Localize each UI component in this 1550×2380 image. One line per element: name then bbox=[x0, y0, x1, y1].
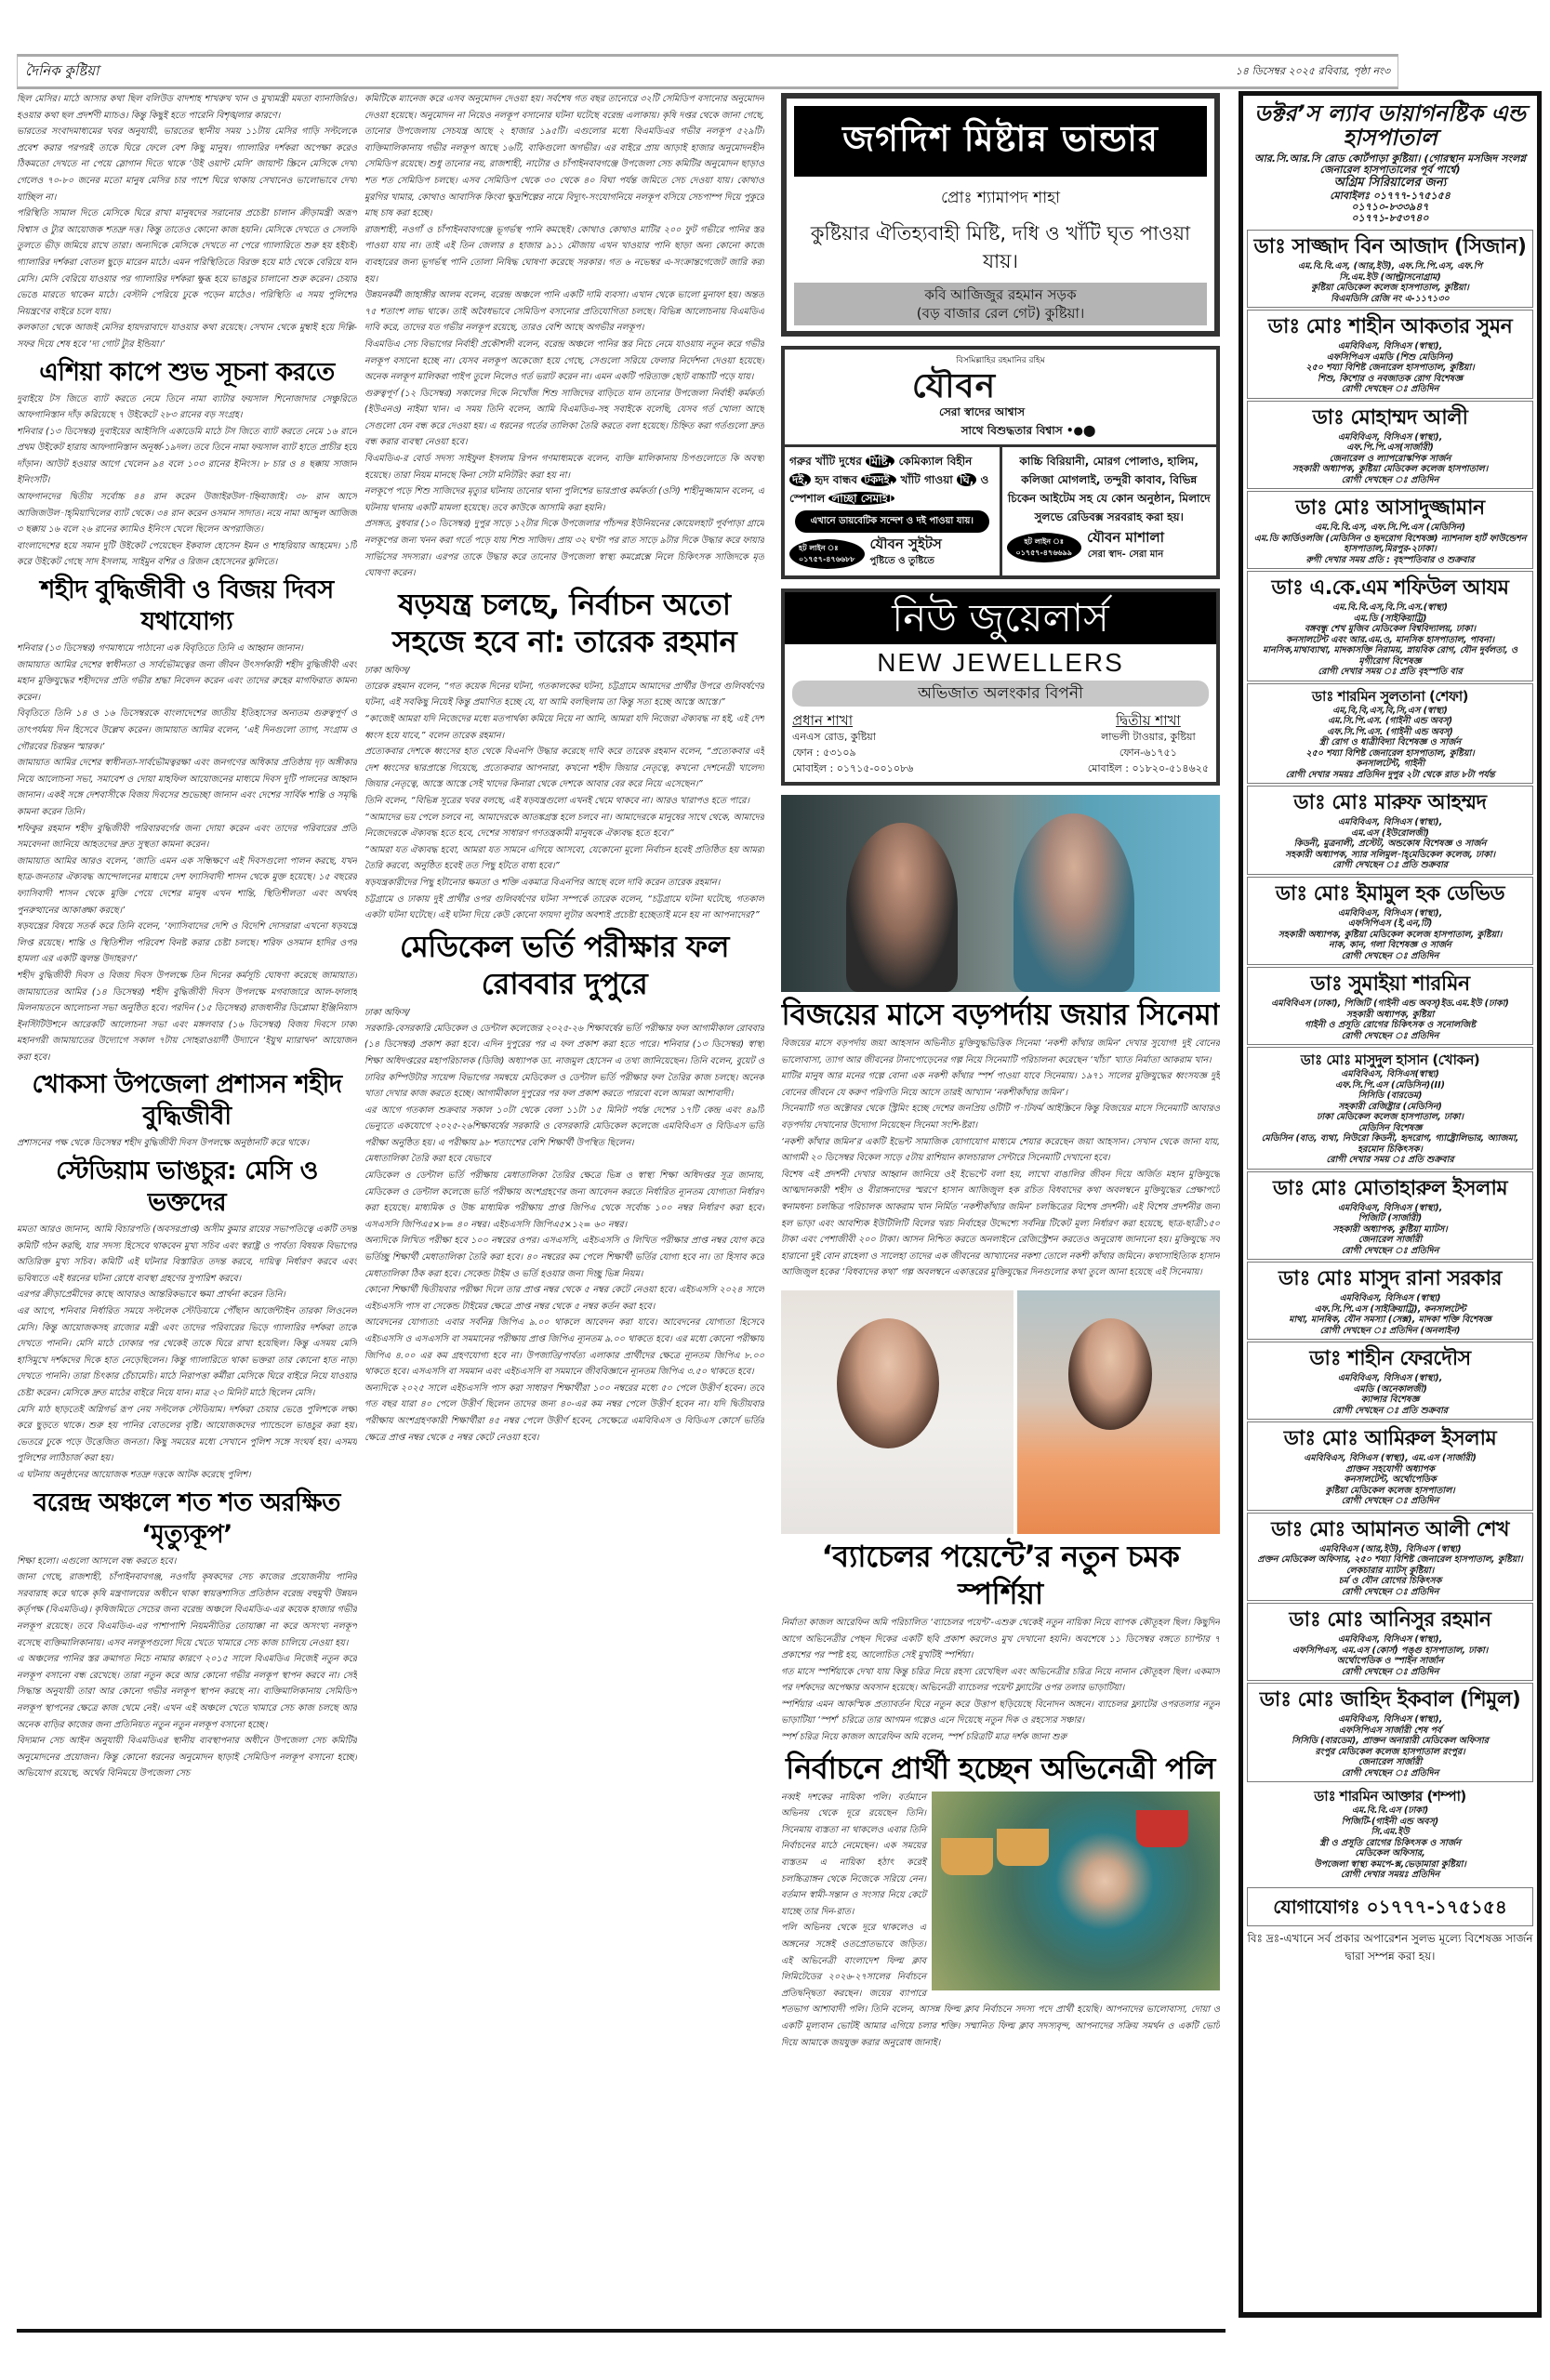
paragraph: সরকারি-বেসরকারি মেডিকেল ও ডেন্টাল কলেজের ২০২৫-২৬ শিক্ষাবর্ষের ভর্তি পরীক্ষার ফল আগামীকাল রোববার (১৪ ডিসেম্বর) প্রকাশ করা হবে। এদিন দুপুরের পর এ ফল প্রকাশ করা হতে পারে। শনিবার (১৩ ডিসেম্বর) স্বাস্থ্য শিক্ষা অধিদপ্তরের মহাপরিচালক (ডিজি) অধ্যাপক ডা. নাজমুল হোসেন এ তথ্য জানিয়েছেন। তিনি বলেন, বুয়েট ও ঢাবির কম্পিউটার সায়েন্স বিভাগের সমন্বয়ে মেডিকেল ও ডেন্টাল ভর্তি পরীক্ষার ফল তৈরির কাজ চলছে। অনেক খাতা দেখার কাজ করতে হচ্ছে। আগামীকাল দুপুরের পর ফল প্রকাশ করতে পারবো বলে আমরা আশাবাদী। bbox=[364, 1023, 764, 1100]
doctor-detail: এফ.পি.পি.এস(সার্জারী) bbox=[1346, 443, 1434, 453]
branch-phone: ফোন-৬১৭৫১ bbox=[1119, 747, 1177, 759]
ad-doctors-lab bbox=[1243, 96, 1537, 228]
paragraph: পরিস্থিতি সামাল দিতে মেসিকে ঘিরে রাখা মানুষদের সরানোর প্রচেষ্টা চালান ক্রীড়ামন্ত্রী অরূপ বিশ্বাস ও ট্যুর আয়োজক শতদ্রু দত্ত। কিন্তু তাতেও কোনো কাজ হয়নি। মেসিকে দেখতে ও সেলফি তুলতে ভীড় জমিয়ে রাখে তারা। অন্যদিকে মেসিকে দেখতে না পেরে গ্যালারিতে শুরু হয় হইচই। গ্যালারির দর্শকরা বোতল ছুড়ে মারেন মাঠে। এমন পরিস্থিতিতে বিরক্ত হয়ে মাঠ থেকে বেরিয়ে যান মেসি। মেসি বেরিয়ে যাওয়ার পর গ্যালারির দর্শকরা ক্ষুব্ধ হয়ে ভাঙচুর চালানো শুরু করেন। চেয়ার ভেঙে মারতে থাকেন মাঠে। বেস্টনি পেরিয়ে ঢুকে পড়েন মাঠেও। পরিস্থিতি এ সময় পুলিশের নিয়ন্ত্রণের বাইরে চলে যায়। bbox=[17, 208, 357, 317]
doctor-detail: প্রাক্তন সহযোগী অধ্যাপক bbox=[1345, 1463, 1435, 1474]
doctor-detail: ২৫০ শয্যা বিশিষ্ট জেনারেল হাসপাতাল, কুষ্টিয়া। bbox=[1305, 363, 1475, 373]
doctor-detail: রোগী দেখার সময় ঃ প্রতি শুক্রবার bbox=[1326, 1155, 1454, 1165]
doctor-name: ডাঃ মোঃ আমিরুল ইসলাম bbox=[1283, 1427, 1497, 1450]
doctor-card bbox=[1247, 877, 1533, 966]
ad-jouban bbox=[781, 346, 1220, 579]
doctor-detail: জেনারেল সার্জারী bbox=[1358, 1757, 1423, 1767]
doctor-name: ডাঃ মোঃ আসাদুজ্জামান bbox=[1295, 496, 1485, 520]
text: হৃদ বান্ধব bbox=[815, 473, 858, 486]
ad-title-bangla: নিউ জুয়েলার্স bbox=[785, 592, 1216, 644]
doctor-detail: রোগী দেখার সময়ঃ প্রতিদিন দুপুর ২টা থেকে রাত ৮টা পর্যন্ত bbox=[1285, 769, 1495, 780]
doctor-detail: রুগী দেখার সময় প্রতি : বৃহস্পতিবার ও শুক্রবার bbox=[1305, 554, 1475, 565]
product-pill: দই, bbox=[789, 473, 811, 486]
contact-number: যোগাযোগঃ ০১৭৭৭-১৭৫১৫৪ bbox=[1247, 1887, 1533, 1926]
doctor-name: ডাঃ মোঃ ইমামুল হক ডেভিড bbox=[1275, 881, 1505, 906]
operation-note: বিঃ দ্রঃ-এখানে সর্ব প্রকার অপারেশন সুলভ মূল্যে বিশেষজ্ঞ সার্জন দ্বারা সম্পন্ন করা হয়। bbox=[1247, 1931, 1533, 1963]
doctor-detail: কনসালটেন্ট, অর্থোপেডিক bbox=[1344, 1474, 1437, 1485]
page-header bbox=[17, 54, 1398, 89]
sub-brand: যৌবন সুইটস bbox=[869, 536, 942, 552]
column-3 bbox=[781, 91, 1220, 2360]
doctor-card bbox=[1247, 683, 1533, 785]
paragraph: ভারতের সংবাদমাধ্যমের খবর অনুযায়ী, ভারতের স্থানীয় সময় ১১টায় মেসির গাড়ি সল্টলেকে প্রবেশ করার পরপরই তাকে ঘিরে ফেলে বেশ কিছু মানুষ। গ্যালারির দর্শকরা অপেক্ষা করেও ঠিকমতো দেখতে না পেয়ে স্লোগান দিতে থাকে ‘উই ওয়ান্ট মেসি’ জায়ান্ট স্ক্রিনে মেসিকে দেখা গেলেও ৭০-৮০ জনের মতো মানুষ মেসির চার পাশে ঘিরে থাকায় সেখানেও ভালোভাবে দেখা যাচ্ছিল না। bbox=[17, 126, 357, 203]
article-medical-admission bbox=[364, 928, 764, 1446]
paragraph: মেসি মাঠ ছাড়তেই অগ্নিগর্ভ রূপ নেয় সল্টলেক স্টেডিয়াম। দর্শকরা চেয়ার ভেঙে পুলিশকে লক্ষ্য করে ছুড়তে থাকে। শুরু হয় পানির বোতলের বৃষ্টি। আয়োজকদের প্যান্ডেলে ভাঙচুর করা হয়। ভেতরে ঢুকে পড়ে উত্তেজিত জনতা। কিছু সময়ের মধ্যে সেখানে পুলিশ সঙ্গে সংঘর্ষ হয়। এসময় পুলিশের লাঠিচার্জ করা হয়। bbox=[17, 1404, 357, 1464]
headline: এশিয়া কাপে শুভ সূচনা করতে bbox=[39, 357, 335, 387]
article-jaya-cinema bbox=[781, 996, 1220, 1281]
hotline-number: ০১৭৫৭-৪৭৬৬৮৮ bbox=[799, 554, 855, 563]
newspaper-name: দৈনিক কুষ্টিয়া bbox=[25, 61, 99, 79]
doctor-detail: অর্থোপেডিক ও স্পাইন সার্জান bbox=[1336, 1656, 1444, 1666]
doctor-detail: নাক, কান, গলা বিশেষজ্ঞ ও সার্জন bbox=[1329, 940, 1451, 950]
doctor-card bbox=[1247, 1784, 1533, 1884]
doctor-detail: এফসিপিএস (ই,এন,টি) bbox=[1347, 919, 1433, 929]
paragraph: কোনো শিক্ষার্থী দ্বিতীয়বার পরীক্ষা দিলে তার প্রাপ্ত নম্বর থেকে ৫ নম্বর কেটে নেওয়া হবে। এইচএসসি ২০২৪ সালে এইচএসসি পাস বা সেকেন্ড টাইমের ক্ষেত্রে প্রাপ্ত নম্বর থেকে ৫ নম্বর কর্তন করা হবে। bbox=[364, 1285, 764, 1312]
doctor-detail: রোগী দেখছেন ঃ প্রতি শুক্রবার bbox=[1332, 1405, 1448, 1416]
doctor-detail: রোগী দেখছেন ঃ প্রতিদিন bbox=[1341, 1245, 1439, 1256]
doctor-card bbox=[1247, 1683, 1533, 1782]
messi-story-continuation bbox=[17, 91, 357, 353]
paragraph: প্রসঙ্গত, বুধবার (১০ ডিসেম্বর) দুপুর সাড়ে ১২টার দিকে উপজেলার পাঁচন্দর ইউনিয়নের কোয়েলহাট পূর্বপাড়া গ্রামে নলকূপের জন্য খনন করা গর্তে পড়ে যায় শিশু সাজিদ। প্রায় ৩২ ঘণ্টা পর রাত সাড়ে ৯টার দিকে উদ্ধার করে ফায়ার সার্ভিসের সদস্যরা। এরপর তাকে উদ্ধার করে তানোর উপজেলা স্বাস্থ্য কমপ্লেক্সে নিলে চিকিৎসক সাজিদকে মৃত ঘোষণা করেন। bbox=[364, 519, 764, 579]
doctor-detail: রোগী দেখছেন ঃ প্রতিদিন bbox=[1341, 1030, 1439, 1041]
paragraph: ষড়যন্ত্রকারীদের পিছু হটানোর ক্ষমতা ও শক্তি একমাত্র বিএনপির আছে বলে দাবি করেন তারেক রহমান। bbox=[364, 877, 721, 888]
lab-mobile: ০১৭৭১-৮৫৩৭৪০ bbox=[1351, 212, 1429, 224]
doctor-name: ডাঃ মোহাম্মদ আলী bbox=[1312, 405, 1468, 430]
doctor-detail: স্ত্রী রোগ ও ধাত্রীবিদ্যা বিশেষজ্ঞ ও সার্জন bbox=[1318, 737, 1462, 747]
doctor-detail: এমবিবিএস, বিসিএস (স্বাস্থ্য), bbox=[1337, 1373, 1443, 1383]
doctor-detail: স্ত্রী ও প্রসূতি রোগের চিকিৎসক ও সার্জন bbox=[1319, 1837, 1461, 1848]
doctor-detail: সহকারী অধ্যাপক, কুষ্টিয়া মেডিকেল কলেজ হাসপাতাল, কুষ্টিয়া। bbox=[1278, 929, 1503, 940]
doctor-detail: সি.এম.ইউ (আল্ট্রাসনোগ্রাম) bbox=[1339, 271, 1441, 283]
paragraph: মেডিকেল ও ডেন্টাল ভর্তি পরীক্ষায় মেধাতালিকা তৈরির ক্ষেত্রে ভিন্ন ও স্বাস্থ্য শিক্ষা অধিদপ্তর সূত্র জানায়, মেডিকেল ও ডেন্টাল কলেজে ভর্তি পরীক্ষায় অংশগ্রহণের জন্য আবেদন করতে নির্ধারিত ন্যূনতম যোগ্যতা নির্ধারণ করা হয়েছে। মাধ্যমিক ও উচ্চ মাধ্যমিক পরীক্ষায় প্রাপ্ত জিপিএ থেকে সর্বোচ্চ ১০০ নম্বর নির্ধারণ করা হবে। এসএসসি জিপিএ৫×৮= ৪০ নম্বর। এইচএসসি জিপিএ৫×১২= ৬০ নম্বর। bbox=[364, 1170, 764, 1230]
doctor-detail: এম.এস (ইউরোলজী) bbox=[1350, 827, 1430, 839]
paragraph: বিবৃতিতে তিনি ১৪ ও ১৬ ডিসেম্বরকে বাংলাদেশের জাতীয় ইতিহাসের অন্যতম গুরুত্বপূর্ণ ও তাৎপর্যময় দিন হিসেবে উল্লেখ করেন। জামায়াত আমির বলেন, ‘এই দিনগুলো ত্যাগ, সংগ্রাম ও গৌরবের চিরন্তন স্মারক।’ bbox=[17, 708, 357, 752]
paragraph: প্রশাসনের পক্ষ থেকে ডিসেম্বর শহীদ বুদ্ধিজীবী দিবস উপলক্ষে অনুষ্ঠানটি করে থাকে। bbox=[17, 1138, 310, 1149]
paragraph: ছিল মেসির। মাঠে আসার কথা ছিল বলিউড বাদশাহ শাখরুখ খান ও মুখ্যমন্ত্রী মমতা ব্যানার্জিরও। হওয়ার কথা ছল প্রদর্শণী ম্যাচও। কিন্তু কিছুই হতে পারেনি বিশৃঙ্খলার কারণে। bbox=[17, 94, 357, 121]
doctor-detail: রোগী দেখছেন ঃ প্রতিদিন (অনলাইন) bbox=[1319, 1325, 1461, 1336]
tagline-text: সাথে বিশুদ্ধতার বিশ্বাস bbox=[960, 424, 1063, 437]
diabetic-note: এখানে ডায়বেটিক সন্দেশ ও দই পাওয়া যায়। bbox=[795, 510, 989, 533]
paragraph: বাংলাদেশের হয়ে সমান দুটি উইকেট পেয়েছেন ইকবাল হোসেন ইমন ও শাহরিয়ার আহমেদ। ১টি করে উইকেট গেছে সাদ ইসলাম, সাইমুন বশির ও রিজন হোসেনের ঝুলিতে। bbox=[17, 540, 357, 568]
photo-jaya-ahsan-film-still bbox=[781, 795, 1220, 992]
lab-mobile: ০১৭১০-৮৩৩৯৪৭ bbox=[1351, 201, 1429, 213]
doctor-detail: উপজেলা স্বাস্থ্য কমপে-ক্স,ভেড়ামারা কুষ্টিয়া। bbox=[1314, 1858, 1466, 1870]
paragraph: শহীদ বুদ্ধিজীবী দিবস ও বিজয় দিবস উপলক্ষে তিন দিনের কর্মসূচি ঘোষণা করেছে জামায়াত। জামায়াতের আমির (১৪ ডিসেম্বর) শহীদ বুদ্ধিজীবী দিবস উপলক্ষে মগবাজারে আল-ফালাহ মিলনায়তনে আলোচনা সভা অনুষ্ঠিত হবে। পরদিন (১৫ ডিসেম্বর) রাজধানীর ডিপ্লোমা ইঞ্জিনিয়ার্স ইনস্টিটিউশনে আরেকটি আলোচনা সভা এবং মঙ্গলবার (১৬ ডিসেম্বর) বিজয় দিবসে ঢাকা মহানগরী জামায়াতের উদ্যোগে সকাল ৭টায় সোহরাওয়ার্দী উদ্যানে ‘ইয়ুথ ম্যারাথন’ আয়োজন করা হবে। bbox=[17, 970, 357, 1063]
doctor-detail: এমবিবিএস, বিসিএস (স্বাস্থ্য), bbox=[1337, 1634, 1443, 1645]
article-asia-cup bbox=[17, 357, 357, 572]
doctor-detail: সহকারী রেজিষ্ট্রার (মেডিসিন) bbox=[1338, 1101, 1442, 1112]
paragraph: রাজশাহী, নওগাঁ ও চাঁপাইনবাবগঞ্জে ভূগর্ভস্থ পানি কমছেই। কোথাও কোথাও মাটির ২০০ ফুট গভীরে পানির স্তর পাওয়া যায় না। তাই এই তিন জেলার ৪ হাজার ৯১১ মৌজায় এখন খাওয়ার পানি ছাড়া অন্য কোনো কাজে ব্যবহারের জন্য ভূগর্ভস্থ পানি তোলা নিষিদ্ধ ঘোষণা করেছে সরকার। গত ৬ নভেম্বর এ-সংক্রান্তগেজেট জারি করা হয়। bbox=[364, 224, 764, 284]
paragraph: বিএমডিএ সেচ বিভাগের নির্বাহী প্রকৌশলী বলেন, বরেন্দ্র অঞ্চলে পানির স্তর নিচে নেমে যাওয়ায় নতুন করে গভীর নলকূপ বসানো হচ্ছে না। যেসব নলকূপ অকেজো হয়ে গেছে, সেগুলো সরিয়ে ফেলার নির্দেশনা দেওয়া হয়েছে। অনেক নলকূপ মালিকরা পাইপ তুলে নিলেও গর্ত ভরাট করেন না। এমন একটি পরিত্যক্ত ছোট বাচ্চাটি পড়ে যায়। bbox=[364, 338, 764, 383]
doctor-detail: পিজিটি (সার্জারী) bbox=[1358, 1213, 1423, 1223]
photo-right bbox=[1017, 1290, 1220, 1534]
paragraph: সিনেমাটি গত অক্টোবর থেকে স্ট্রিমিং হচ্ছে দেশের জনপ্রিয় ওটিটি প-াটফর্ম আইস্ক্রিনে কিন্তু বিজয়ের মাসে সিনেমাটি আবারও বড়পর্দায় দেখানোর উদ্যোগ নিয়েছেন সিনেমা সংশি-ষ্টরা। bbox=[781, 1104, 1220, 1130]
doctor-card bbox=[1247, 1513, 1533, 1602]
doctor-detail: শিশু, কিশোর ও নবজাতক রোগ বিশেষজ্ঞ bbox=[1317, 373, 1464, 384]
paragraph: “আমাদের ভয় পেলে চলবে না, আমাদেরকে আতঙ্কগ্রস্ত হলে চলবে না। আমাদেরকে মানুষের সাথে থেকে, আমাদের নিজেদেরকে ঐক্যবদ্ধ হতে হবে, দেশের সাধারণ গণতন্ত্রকামী মানুষকে ঐক্যবদ্ধ হতে হবে।” bbox=[364, 812, 764, 840]
hotline-badge bbox=[789, 539, 865, 569]
doctor-detail: কুষ্টিয়া মেডিকেল কলেজ হাসপাতাল, কুষ্টিয়া। bbox=[1311, 283, 1469, 293]
byline: ঢাকা অফিস/ bbox=[364, 665, 410, 676]
paragraph: বিদ্যমান সেচ আইন অনুযায়ী বিএমডিএর স্থানীয় ব্যবস্থাপনার অধীনে উপজেলা সেচ কমিটির অনুমোদনের প্রয়োজন। কিন্তু কোনো ধরনের অনুমোদন ছাড়াই সেমিডিপ নলকূপ বসানো হচ্ছে। অভিযোগ রয়েছে, অর্থের বিনিময়ে উপজেলা সেচ bbox=[17, 1736, 357, 1779]
hotline-number: ০১৭৫৭-৪৭৬৬৯৯ bbox=[1015, 548, 1072, 557]
doctor-detail: এম.বি.বি.এস, (আর,ইউ), এফ.সি.পি.এস, এফ.পি bbox=[1297, 261, 1483, 271]
lab-name: ডক্টর’স ল্যাব ডায়াগনষ্টিক এন্ড হাসপাতাল bbox=[1254, 100, 1526, 151]
doctor-name: ডাঃ শারমিন সুলতানা (শেফা) bbox=[1311, 687, 1469, 705]
doctor-detail: এমবিবিএস, বিসিএস (স্বাস্থ্য), bbox=[1337, 907, 1443, 919]
paragraph: চট্টগ্রামে ও ঢাকায় দুই প্রার্থীর ওপর গুলিবর্ষণের ঘটনা সম্পর্কে তারেক বলেন, “চট্টগ্রামে ঘটনা ঘটেছে, গতকাল একটা ঘটনা ঘটেছে। এই ঘটনা দিয়ে কেউ কোনো ফায়দা লুটার অবশ্যই প্রচেষ্টা হচ্ছেতাই মনে হয় না আপনাদের?” bbox=[364, 893, 764, 921]
paragraph: ষড়যন্ত্রের বিষয়ে সতর্ক করে তিনি বলেন, ‘ফ্যাসিবাদের দেশি ও বিদেশি দোসরারা এখনো ষড়যন্ত্রে লিপ্ত রয়েছে। শান্তি ও স্থিতিশীল পরিবেশ বিনষ্ট করার চেষ্টা চলছে। শরিফ ওসমান হাদির ওপর হামলা এর একটি জ্বলন্ত উদাহরণ।’ bbox=[17, 921, 357, 965]
address-line: কবি আজিজুর রহমান সড়ক bbox=[924, 286, 1077, 303]
paragraph: জামায়াত আমির আরও বলেন, ‘জাতি এমন এক সন্ধিক্ষণে এই দিবসগুলো পালন করছে, যখন ছাত্র-জনতার ঐক্যবদ্ধ আন্দোলনের মাধ্যমে দেশ ফ্যাসিবাদী শাসন থেকে মুক্ত হয়েছে। ১৫ বছরের ফ্যাসিবাদী শাসন থেকে মুক্তি পেয়ে দেশের মানুষ এখন শান্তি, স্থিতিশীলতা এবং অর্থবহ পুনরুত্থানের আকাঙ্ক্ষা করছে।’ bbox=[17, 855, 357, 916]
headline: বরেন্দ্র অঞ্চলে শত শত অরক্ষিত ‘মৃত্যুকূপ’ bbox=[33, 1488, 340, 1549]
paragraph: শনিবার (১৩ ডিসেম্বর) গণমাধ্যমে পাঠানো এক বিবৃতিতে তিনি এ আহ্বান জানান। bbox=[17, 643, 303, 654]
paragraph: এরপর ক্রীড়াপ্রেমীদের কাছে আবারও আন্তরিকভাবে ক্ষমা প্রার্থনা করেন তিনি। bbox=[17, 1289, 285, 1301]
doctor-detail: এমবিবিএস, বিসিএস (স্বাস্থ্য), এম.এস (সার্জারী) bbox=[1304, 1453, 1477, 1463]
doctor-detail: মাথা, মানষিক, যৌন সমস্যা (সেক্স), মাদকা শক্তি বিশেষজ্ঞ bbox=[1289, 1315, 1491, 1325]
doctor-card bbox=[1247, 1171, 1533, 1261]
doctor-detail: মানসিক,মাথাব্যাথা, মাদকাসক্তি নিরাময়, স্নায়বিক রোগ, যৌন দুর্বলতা, ও মৃগীরোগ বিশেষজ্ঞ bbox=[1262, 645, 1518, 667]
doctor-card bbox=[1247, 1421, 1533, 1511]
doctor-detail: এম.বি.বি.এস (ঢাকা) bbox=[1351, 1805, 1429, 1816]
headline: মেডিকেল ভর্তি পরীক্ষার ফল রোববার দুপুরে bbox=[400, 928, 729, 1001]
paragraph: বিএমডিএ-র বোর্ড সদস্য সাইফুল ইসলাম রিপন গণমাধ্যমকে বলেন, ব্যক্তি মালিকানায় চিপগুলোতে কি অবস্থা হয়েছে। তারা নিয়ম মানছে কিনা সেটা মনিটরিং করা হয় না। bbox=[364, 454, 764, 481]
article-martyrs-day bbox=[17, 575, 357, 1065]
branch-heading: প্রধান শাখা bbox=[792, 712, 854, 729]
paragraph: জামায়াত আমির দেশের স্বাধীনতা ও সার্বভৌমত্বের জন্য জীবন উৎসর্গকারী শহীদ বুদ্ধিজীবী এবং মহান মুক্তিযুদ্ধের শহীদদের প্রতি গভীর শ্রদ্ধা নিবেদন করেন এবং তাদের রুহের মাগফিরাত কামনা করেন। bbox=[17, 659, 357, 703]
headline: ‘ব্যাচেলর পয়েন্টে’র নতুন চমক স্পর্শিয়া bbox=[821, 1538, 1180, 1611]
doctor-detail: এমবিবিএস (ঢাকা), পিজিটি (গাইনী এন্ড অবস্)ইড.এম.ইউ (ঢাকা) bbox=[1271, 998, 1509, 1009]
address-line: (বড় বাজার রেল গেট) কুষ্টিয়া। bbox=[916, 305, 1085, 322]
doctor-detail: এমবিবিএস, বিসিএস (স্বাস্থ্য) bbox=[1339, 1293, 1441, 1303]
paragraph: জানা গেছে, রাজশাহী, চাঁপাইনবাবগঞ্জ, নওগাঁয় কৃষকদের সেচ কাজের প্রয়োজনীয় পানির সরবারাহ করে থাকে কৃষি মন্ত্রণালয়ের অধীনে থাকা স্বায়ত্তশাসিত প্রতিষ্ঠান বরেন্দ্র বহুমুখী উন্নয়ন কর্তৃপক্ষ (বিএমডিএ)। কৃষিজমিতে সেচের জন্য বরেন্দ্র অঞ্চলে বিএমডিএ-এর কয়েক হাজার গভীর নলকূপ রয়েছে। তবে বিএমডিএ-এর পাশাপাশি নিয়মনীতির তোয়াক্কা না করে অসংখ্য নলকূপ বসেছে ব্যক্তিমালিকানায়। এসব নলকূপগুলো দিয়ে খেতে খামারে সেচ কাজ চালিয়ে নেওয়া হয়। bbox=[17, 1572, 357, 1648]
product-pill: টকদই, bbox=[861, 473, 896, 486]
doctor-card bbox=[1247, 310, 1533, 399]
doctor-detail: পিজিটি-(গাইনী এন্ড অবস্) bbox=[1341, 1816, 1439, 1827]
bottom-rule bbox=[17, 2329, 1225, 2333]
text: কেমিক্যাল বিহীন bbox=[898, 455, 973, 468]
photo-poli bbox=[932, 1792, 1220, 1990]
paragraph: তারেক রহমান বলেন, “গত কয়েক দিনের ঘটনা, গতকালকের ঘটনা, চট্টগ্রামে আমাদের প্রার্থীর উপরে গুলিবর্ষণের ঘটনা, এই সবকিছু নিয়েই কিন্তু প্রমাণিত হচ্ছে যে, যা আমি বলছিলাম তা কিন্তু সত্য হচ্ছে আস্তে আস্তে।” bbox=[364, 681, 764, 708]
doctor-detail: মেডিসিন বিশেষজ্ঞ bbox=[1358, 1122, 1423, 1133]
doctor-detail: চর্ম ও যৌন রোগের চিকিৎসক bbox=[1338, 1576, 1442, 1586]
doctor-detail: এমবিবিএস, বিসিএস (স্বাস্থ্য), bbox=[1337, 341, 1443, 351]
doctor-name: ডাঃ মোঃ মাসুদুল হাসান (খোকন) bbox=[1300, 1051, 1480, 1068]
paragraph: এ ঘটনায় অনুষ্ঠানের আয়োজক শতদ্রু দত্তকে আটক করেছে পুলিশ। bbox=[17, 1469, 251, 1480]
doctor-card bbox=[1247, 1047, 1533, 1170]
doctor-card bbox=[1247, 230, 1533, 308]
headline: নির্বাচনে প্রার্থী হচ্ছেন অভিনেত্রী পলি bbox=[786, 1750, 1215, 1786]
doctor-detail: এফসিপিএস এমডি (শিশু মেডিসিন) bbox=[1326, 351, 1454, 363]
doctor-detail: এমবিবিএস, বিসিএস (স্বাস্থ্য), bbox=[1337, 1714, 1443, 1725]
paragraph: এ অঞ্চলের পানির স্তর ক্রমাগত নিচে নামার কারণে ২০১৫ সালে বিএমডিএ নিজেই নতুন করে নলকূপ বসানো বন্ধ রেখেছে। তারা নতুন করে আর কোনো গভীর নলকূপ স্থাপন করবে না। সেই সিদ্ধান্ত অনুযায়ী তারা আর কোনো গভীর নলকূপ স্থাপন করছে না। ব্যক্তিমালিকানায় সেমিডিপ নলকূপ স্থাপনের ক্ষেত্রে কাজ থেমে নেই। এখন এই অঞ্চলে খেতে খামারে সেচ কাজ চলছে আর অনেক বাড়ির কাজের জন্য প্রতিনিয়ত নতুন নতুন নলকূপ বসানো হচ্ছে। bbox=[17, 1654, 357, 1730]
slogan: কুষ্টিয়ার ঐতিহ্যবাহী মিষ্টি, দধি ও খাঁটি ঘৃত পাওয়া যায়। bbox=[810, 222, 1191, 272]
sub-tagline: পুষ্টিতে ও তুষ্টিতে bbox=[869, 556, 934, 566]
doctor-detail: কনসালটেন্ট, গাইনী bbox=[1355, 759, 1425, 769]
branch-mobile: মোবাইল : ০১৮২০-৫১৪৬২৫ bbox=[1087, 762, 1209, 774]
doctor-name: ডাঃ শাহীন ফেরদৌস bbox=[1309, 1347, 1471, 1370]
text: গরুর খাঁটি দুধের bbox=[789, 455, 862, 468]
product-pill: মিষ্টি, bbox=[866, 455, 894, 468]
tagline: সেরা স্বাদের আশ্বাস bbox=[939, 405, 1025, 418]
paragraph: এর আগে গতকাল শুক্রবার সকাল ১০টা থেকে বেলা ১১টা ১৫ মিনিট পর্যন্ত দেশের ১৭টি কেন্দ্র এবং ৪৯টি ভেন্যুতে একযোগে ২০২৫-২৬শিক্ষাবর্ষের সরকারি ও বেসরকারি মেডিকেল কলেজে এমবিবিএস ও বিডিএস ভর্তি পরীক্ষা অনুষ্ঠিত হয়। এ পরীক্ষায় ৯৮ শতাংশের বেশি শিক্ষার্থী উপস্থিত ছিলেন। bbox=[364, 1104, 764, 1148]
proprietor: প্রোঃ শ্যামাপদ শাহা bbox=[941, 189, 1060, 207]
doctor-detail: এম,বি,বি,এস,বি,সি,এস (স্বাস্থ্য) bbox=[1332, 705, 1448, 716]
doctor-detail: রোগী দেখছেন ঃ প্রতি শুক্রবার bbox=[1332, 860, 1448, 870]
paragraph: বিজয়ের মাসে বড়পর্দায় জয়া আহসান অভিনীত মুক্তিযুদ্ধভিত্তিক সিনেমা ‘নকশী কাঁথার জমিন’ দেখার সুযোগ! দুই বোনের ভালোবাসা, ত্যাগ আর জীবনের টানাপোড়েনের গল্প নিয়ে সিনেমাটি পরিচালনা করেছেন ‘খাঁচা’ খ্যাত নির্মাতা আকরাম খান। bbox=[781, 1038, 1220, 1065]
paragraph: মেধাতালিকা তৈরি করা হবে যেভাবে bbox=[364, 1154, 491, 1165]
jouban-mashala-panel bbox=[1002, 447, 1217, 575]
doctor-detail: প্রক্তন মেডিকেল অফিসার, ২৫০ শয্যা বিশিষ্ট জেনারেল হাসপাতাল, কুষ্টিয়া। লেকচারার ম্যাটস্ কুষ্টিয়া। bbox=[1257, 1554, 1523, 1576]
paragraph: স্পর্শিয়ার এমন আকস্মিক প্রত্যাবর্তন ঘিরে নতুন করে উত্তাপ ছড়িয়েছে বিনোদন অঙ্গনে। ব্যাচেলর ফ্ল্যাটের ওপরতলার নতুন ভাড়াটিয়া ‘স্পর্শ’ চরিত্রে তার আগমন গল্পেও এনে দিয়েছে নতুন দিক ও রহস্যের সঞ্চার। bbox=[781, 1699, 1220, 1726]
doctor-name: ডাঃ মোঃ জাহিদ ইকবাল (শিমুল) bbox=[1259, 1688, 1521, 1712]
doctor-detail: এম.ডি (সাইকিয়াট্রি) bbox=[1353, 613, 1427, 624]
doctor-name: ডাঃ সুমাইয়া শারমিন bbox=[1310, 972, 1470, 996]
product-pill: লাচ্ছা সেমাই। bbox=[828, 492, 894, 505]
doctor-detail: রংপুর মেডিকেল কলেজ হাসপাতাল রংপুর। bbox=[1315, 1746, 1465, 1757]
doctor-detail: সহকারী অধ্যাপক, কুষ্টিয়া মেডিকেল কলেজ হাসপাতাল। bbox=[1292, 464, 1489, 474]
doctor-name: ডাঃ মোঃ মারুফ আহম্মদ bbox=[1293, 791, 1487, 814]
doctor-detail: এমবিবিএস, বিসিএস (স্বাস্থ্য), bbox=[1337, 1202, 1443, 1213]
headline: বিজয়ের মাসে বড়পর্দায় জয়ার সিনেমা bbox=[781, 997, 1220, 1032]
doctor-detail: সিসিডি (বারডেম) bbox=[1358, 1091, 1423, 1101]
doctor-card bbox=[1247, 786, 1533, 875]
tagline bbox=[841, 423, 1216, 442]
doctor-card bbox=[1247, 571, 1533, 681]
doctor-detail: এম.বি.বি.এস,বি.সি.এস.(স্বাস্থ্য) bbox=[1331, 602, 1449, 613]
doctor-card bbox=[1247, 1262, 1533, 1340]
paragraph: আবেদনের যোগ্যতা: এবার সর্বনিম্ন জিপিএ ৯.০০ থাকলে আবেদন করা যাবে। আবেদনের যোগ্যতা হিসেবে এইচএসসি ও এসএসসি বা সমমানের পরীক্ষায় প্রাপ্ত জিপিএ ন্যূনতম ৯.০০ থাকতে হবে। এর মধ্যে কোনো পরীক্ষায় জিপিএ ৪.০০ এর কম গ্রহণযোগ্য হবে না। উপজাতি/পার্বত্য এলাকার প্রার্থীদের ক্ষেত্রে ন্যূনতম জিপিএ ৮.০০ থাকতে হবে। এসএসসি বা সমমান এবং এইচএসসি বা সমমানে জীববিজ্ঞানে ন্যূনতম জিপিএ ৩.৫০ থাকতে হবে। bbox=[364, 1317, 764, 1378]
doctor-detail: জেনারেল সার্জারী bbox=[1358, 1235, 1423, 1245]
doctor-detail: কনসালটেন্ট এবং আর.এম.ও, মানসিক হাসপাতাল, পাবনা। bbox=[1285, 634, 1495, 645]
doctor-detail: রোগী দেখছেন ঃ প্রতিদিন bbox=[1341, 950, 1439, 961]
paragraph: “আমরা যত ঐক্যবদ্ধ হবো, আমরা যত সামনে এগিয়ে আসবো, যেকোনো মূল্যে নির্বাচন হবেই প্রতিষ্ঠিত হয় আমরা তৈরি করবো, অনুষ্ঠিত হবেই তত পিছু হটতে বাধ্য হবে।” bbox=[364, 844, 764, 872]
doctor-detail: ক্যান্সার বিশেষজ্ঞ bbox=[1360, 1395, 1420, 1405]
paragraph: অন্যদিকে লিখিত পরীক্ষা হবে ১০০ নম্বরের ওপর। এসএসসি, এইচএসসি ও লিখিত পরীক্ষার প্রাপ্ত নম্বর যোগ করে ভর্তিচ্ছু শিক্ষার্থী মেধাতালিকা তৈরি করা হবে। ৪০ নম্বরের কম পেলে শিক্ষার্থী ভর্তির যোগ্য হবে না। তা হিসাব করে মেধাতালিকা ঠিক করা হবে। সেকেন্ড টাইম ও ভর্তি হওয়ার জন্য দিচ্ছু ভিন্ন নিয়ম। bbox=[364, 1236, 764, 1279]
ad-jagadish-sweets bbox=[781, 93, 1220, 337]
doctor-detail: এফসিপিএস, এম.এস (কোর্স) পঙ্গু হাসপাতাল, ঢাকা। bbox=[1292, 1645, 1489, 1656]
ad-new-jewellers bbox=[781, 588, 1220, 786]
doctor-card bbox=[1247, 967, 1533, 1045]
paragraph: নির্মাতা কাজল আরেফিন অমি পরিচালিত ‘ব্যাচেলর পয়েন্ট’-এশুরু থেকেই নতুন নায়িকা নিয়ে ব্যাপক কৌতূহল ছিল। কিছুদিন আগে অভিনেত্রীর পেছন দিকের একটি ছবি প্রকাশ করলেও মুখ দেখানো হয়নি। অবশেষে ১১ ডিসেম্বর বঙ্গতে চ্যাপ্টার ৭ প্রকাশের পর স্পষ্ট হয়, আলোচিত সেই মুখটিই স্পর্শিয়া। bbox=[781, 1617, 1220, 1661]
bismillah: বিসমিল্লাহির রহমানির রহিম bbox=[956, 356, 1045, 365]
doctor-name: ডাঃ সাজ্জাদ বিন আজাদ (সিজান) bbox=[1253, 235, 1527, 258]
doctor-detail: এম.ডি কার্ডিওলজি (মেডিসিন ও হৃদরোগ বিশেষজ্ঞ) ন্যাশনাল হার্ট ফাউন্ডেশন হাসপাতাল,মিরপুর-২ঢাকা। bbox=[1253, 533, 1527, 554]
menu-text: কাচ্চি বিরিয়ানী, মোরগ পোলাও, হালিম, কলিজা মোগলাই, তন্দুরী কাবাব, বিভিন্ন চিকেন আইটেম সহ যে কোন অনুষ্ঠান, মিলাদে সুলভে রেডিবক্স সরবরাহ করা হয়। bbox=[1007, 455, 1211, 523]
paragraph: শফিকুর রহমান শহীদ বুদ্ধিজীবী পরিবারবর্গের জন্য দোয়া করেন এবং তাদের পরিবারের প্রতি সমবেদনা জানিয়ে আহতদের দ্রুত সুস্থতা কামনা করেন। bbox=[17, 823, 357, 851]
headline: শহীদ বুদ্ধিজীবী ও বিজয় দিবস যথাযোগ্য bbox=[40, 575, 334, 637]
paragraph: তিনি বলেন, “বিভিন্ন সূত্রের খবর বলছে, এই ষড়যন্ত্রগুলো এখনই থেমে থাকবে না। আরও খারাপও হতে পারে। bbox=[364, 795, 749, 806]
doctor-detail: গাইনী ও প্রসূতি রোগের চিকিৎসক ও সনোলজিষ্ট bbox=[1304, 1020, 1477, 1030]
paragraph: পলি অভিনয় থেকে দূরে থাকলেও এ অঙ্গনের সঙ্গেই ওতপ্রোতভাবে জড়িত। এই অভিনেত্রী বাংলাদেশ ফিল্ম ক্লাব লিমিটেডের ২০২৬-২৭সালের নির্বাচনে প্রতিদ্বন্দ্বিতা করছেন। জয়ের ব্যাপারে শতভাগ আশাবাদী পলি। তিনি বলেন, আসন্ন ফিল্ম ক্লাব নির্বাচনে সদস্য পদে প্রার্থী হয়েছি। আপনাদের ভালোবাসা, দোয়া ও একটি মূল্যবান ভোটই আমার এগিয়ে চলার শক্তি। সম্মানিত ফিল্ম ক্লাব সদস্যবৃন্দ, আপনাদের সক্রিয় সমর্থন ও একটি ভোট দিয়ে আমাকে জয়যুক্ত করার অনুরোধ জানাই। bbox=[781, 1923, 1220, 2048]
doctor-name: ডাঃ শারমিন আক্তার (শম্পা) bbox=[1314, 1788, 1466, 1805]
hotline-label: হট লাইন ঃ bbox=[799, 543, 839, 552]
doctor-detail: সহকারী অধ্যাপক, স্যার সলিমুল-াহ্‌মেডিকেল কলেজ, ঢাকা। bbox=[1284, 849, 1496, 860]
doctor-card bbox=[1247, 491, 1533, 569]
doctor-detail: কুষ্টিয়া মেডিকেল কলেজ হাসপাতাল। bbox=[1325, 1485, 1455, 1496]
lab-address: আর.সি.আর.সি রোড কোর্টপাড়া কুষ্টিয়া। (গোরস্থান মসজিদ সংলগ্ন জেনারেল হাসপাতালের পূর্ব পার্শ্বে) bbox=[1254, 152, 1526, 176]
paragraph: বিশেষ এই প্রদর্শনী দেখার আহ্বান জানিয়ে ওই ইভেন্টে বলা হয়, লাখো বাঙালির জীবন দিয়ে অর্জিত মহান মুক্তিযুদ্ধে আত্মদানকারী শহীদ ও বীরাঙ্গনাদের স্মরণে হাসান আজিজুল হক রচিত বিধবাদের কথা অবলম্বনে মুক্তিযুদ্ধের প্রেক্ষাপটে স্বনামধন্য চলচ্চিত্র পরিচালক আকরাম খান নির্মিত ‘নকশীকাঁথার জমিন’ চলচ্চিত্রের বিশেষ প্রদর্শনী। এই বিশেষ প্রদর্শনীর জন্য হল ভাড়া এবং আবশ্যিক ইউটিলিটি বিলের খরচ নির্বাহের উদ্দেশ্যে সর্বনিম্ন টিকেট মূল্য নির্ধারণ করা হয়েছে, ছাত্র-ছাত্রী১৫০ টাকা এবং পেশাজীবী ২০০ টাকা। আসন নিশ্চিত করতে অনলাইনে রেজিস্ট্রেশন করতেও অনুরোধ জানানো হয়। মুক্তিযুদ্ধে সব হারানো দুই বোন রাহেলা ও সালেহা তাদের এক জীবনের আখ্যানের নকশা তোলে নকশী কাঁথার জমিনে। কথাসাহিত্যিক হাসান আজিজুল হকের ‘বিধবাদের কথা’ গল্প অবলম্বনে একাত্তরের মুক্তিযুদ্ধের দিনগুলোর কথা তুলে আনা হয়েছে এই সিনেমায়। bbox=[781, 1169, 1220, 1278]
lab-mobile: মোবাইলঃ ০১৭৭৭-১৭৫১৫৪ bbox=[1330, 190, 1451, 202]
doctor-detail: ঢাকা মেডিকেল কলেজ হাসপাতাল, ঢাকা। bbox=[1317, 1112, 1464, 1122]
doctor-detail: রোগী দেখছেন ঃ প্রতিদিন bbox=[1341, 474, 1439, 485]
doctor-name: ডাঃ মোঃ আমানত আলী শেখ bbox=[1271, 1517, 1509, 1541]
branch-address: লাভলী টাওয়ার, কুষ্টিয়া bbox=[1101, 731, 1196, 743]
branch-address: এনএস রোড, কুষ্টিয়া bbox=[792, 731, 876, 743]
doctor-name: ডাঃ মোঃ মোতাহারুল ইসলাম bbox=[1272, 1176, 1508, 1200]
article-stadium bbox=[17, 1156, 357, 1484]
address bbox=[794, 283, 1207, 325]
branch-mobile: মোবাইল : ০১৭১৫-০০১০৮৬ bbox=[792, 762, 914, 774]
paragraph: শিক্ষা হলো। এগুলো আসলে বন্ধ করতে হবে। bbox=[17, 1555, 177, 1567]
doctor-detail: এফ.সি.পি.এস. (গাইনী এন্ড অবস্) bbox=[1327, 726, 1453, 737]
jouban-sweets-panel bbox=[785, 447, 1002, 575]
paragraph: “কাজেই আমরা যদি নিজেদের মধ্যে মতপার্থক্য কমিয়ে নিয়ে না আনি, আমরা যদি নিজেরা ঐক্যবদ্ধ না হই, এই দেশ ধ্বংস হয়ে যাবে,” বলেন তারেক রহমান। bbox=[364, 714, 764, 741]
paragraph: নব্বই দশকের নায়িকা পলি। বর্তমানে অভিনয় থেকে দূরে রয়েছেন তিনি। সিনেমায় ব্যস্ততা না থাকলেও এবার তিনি নির্বাচনের মাঠে নেমেছেন। এক সময়ের ব্যস্ততম এ নায়িকা হঠাৎ করেই চলচ্চিত্রাঙ্গন থেকে নিজেকে সরিয়ে নেন। বর্তমান স্বামী-সন্তান ও সংসার নিয়ে কেটে যাচ্ছে তার দিন-রাত। bbox=[781, 1792, 926, 1917]
paragraph: নলকূপে পড়ে শিশু সাজিদের মৃত্যুর ঘটনায় তানোর থানা পুলিশের ভারপ্রাপ্ত কর্মকর্তা (ওসি) শাহীনুজ্জামান বলেন, এ ঘটনায় থানায় একটি মামলা হয়েছে। তবে কাউকে আসামি করা হয়নি। bbox=[364, 486, 764, 513]
doctor-detail: রোগী দেখছেন ঃ প্রতিদিন bbox=[1341, 1666, 1439, 1677]
doctor-detail: রোগী দেখছেন ঃ প্রতিদিন bbox=[1341, 1586, 1439, 1597]
doctor-detail: এফ.সি.পি.এস (সাইক্রিয়াট্রি), কনসালটেন্ট bbox=[1314, 1303, 1466, 1315]
paragraph: অন্যদিকে ২০২৫ সালে এইচএসসি পাস করা সাধারণ শিক্ষার্থীরা ১০০ নম্বরের মধ্যে ৫০ পেলে উত্তীর্ণ হবেন। তবে গত বছর যারা ৪০ পেলে উত্তীর্ণ ছিলেন তাদের জন্য ৪০-এর কম নম্বর পেলে উত্তীর্ণ হবেন না। যদি দ্বিতীয়বার পরীক্ষায় অংশগ্রহণকারী শিক্ষার্থীরা ৪৫ নম্বর পেলে উত্তীর্ণ হবেন, সেক্ষেত্রে এমবিবিএস ও বিডিএস কোর্সে ভর্তির ক্ষেত্রে প্রাপ্ত নম্বর থেকে ৫ নম্বর কেটে নেওয়া হবে। bbox=[364, 1382, 764, 1443]
doctor-detail: এফ.সি.পি.এস (মেডিসিন)(II) bbox=[1335, 1079, 1445, 1091]
photo-sparshia bbox=[781, 1290, 1220, 1534]
photo-left bbox=[781, 1290, 1013, 1534]
doctor-detail: এফসিপিএস সার্জারী শেষ পর্ব bbox=[1338, 1725, 1442, 1736]
doctor-detail: এম.সি.পি.এস. (গাইনী এন্ড অবস্) bbox=[1327, 716, 1453, 726]
article-tarique-rahman bbox=[364, 586, 764, 924]
paragraph: জামায়াত আমির দেশের স্বাধীনতা-সার্বভৌমত্বরক্ষা এবং জনগণের অধিকার প্রতিষ্ঠায় দৃঢ় অঙ্গীকার নিয়ে আলোচনা সভা, সমাবেশ ও দোয়া মাহফিল আয়োজনের মাধ্যমে দিবস দুটি পালনের আহ্বান জানান। একই সঙ্গে দেশবাসীকে বিজয় দিবসের শুভেচ্ছা জানান এবং দেশের সার্বিক শান্তি ও সমৃদ্ধি কামনা করেন তিনি। bbox=[17, 758, 357, 817]
doctor-list bbox=[1243, 230, 1537, 1884]
paragraph: মমতা আরও জানান, আমি বিচারপতি (অবসরপ্রাপ্ত) অসীম কুমার রায়ের সভাপতিত্বে একটি তদন্ত কমিটি গঠন করছি, যার সদস্য হিসেবে থাকবেন মুখ্য সচিব এবং স্বরাষ্ট্র ও পার্বত্য বিষয়ক বিভাগের অতিরিক্ত মুখ্য সচিব। কমিটি এই ঘটনার বিস্তারিত তদন্ত করবে, দায়িত্ব নির্ধারণ করবে এবং ভবিষ্যতে এই ধরনের ঘটনা রোধে ব্যবস্থা গ্রহণের সুপারিশ করবে। bbox=[17, 1224, 357, 1284]
text: খাঁটি গাওয়া bbox=[900, 473, 953, 486]
article-poli bbox=[781, 1750, 1220, 2052]
doctor-detail: এমবিবিএস, বিসিএস(স্বাস্থ্য) bbox=[1341, 1069, 1439, 1079]
paragraph: এর আগে, শনিবার নির্ধারিত সময়ে সল্টলেক স্টেডিয়ামে পৌঁছান আর্জেন্টাইন তারকা লিওনেল মেসি। কিন্তু আয়োজকসহ রাজ্যের মন্ত্রী এবং তাদের পরিবারের ভিড়ে গ্যালারির দর্শকরা তাকে দেখতে পাননি। মেসি মাঠে ঢোকার পর থেকেই তাকে ঘিরে রাখা হয়েছিল। কিন্তু এসময় মেসি হাসিমুখে দর্শকদের দিকে হাত নেড়েছিলেন। কিন্তু গ্যালারিতে থাকা ভক্তরা তার কোনো হাত নাড়া দেখতে পাননি। তারা চিৎকার চেঁচামেচি। মাঠে নিরাপত্তা কর্মীরা মেসিকে ঘিরে বাইরে নিয়ে যাওয়ার চেষ্টা করেন। মেসিকে দ্রুত মাঠের বাইরে নিয়ে যান। মাত্র ২৩ মিনিট মাঠে ছিলেন মেসি। bbox=[17, 1306, 357, 1398]
column-4-doctors-lab-ad bbox=[1239, 91, 1542, 2318]
hotline-badge bbox=[1007, 533, 1082, 562]
branch-phone: ফোন : ৫৩১০৯ bbox=[792, 747, 856, 759]
doctor-detail: সি.এম.ইউ bbox=[1371, 1827, 1410, 1837]
paragraph: গুরুত্বপূর্ণ (১২ ডিসেম্বর) সকালের দিকে নিখোঁজ শিশু সাজিদের বাড়িতে যান তানোর উপজেলা নির্বাহী কর্মকর্তা (ইউএনও) নাইমা খান। এ সময় তিনি বলেন, আমি বিএমডিএ-সহ সবাইকে বলেছি, যেসব গর্ত খোলা আছে সেগুলো যেন বন্ধ করে দেওয়া হয়। এ ধরনের গর্তের তালিকা তৈরি করতে বলা হয়েছে। চিহ্নিত করা গর্তগুলো দ্রুত বন্ধ করার ব্যবস্থা নেওয়া হবে। bbox=[364, 388, 764, 448]
paragraph: কমিটিকে ম্যানেজ করে এসব অনুমোদন দেওয়া হয়। সর্বশেষ গত বছর তানোরে ৩২টি সেমিডিপ বসানোর অনুমোদন দেওয়া হয়েছে। অনুমোদন না নিয়েও নলকূপ বসানোর ঘটনা ঘটেছে বরেন্দ্র এলাকায়। কৃষি দপ্তর থেকে জানা গেছে, তানোর উপজেলায় সেচযন্ত্র আছে ২ হাজার ১৯৫টি। এগুলোর মধ্যে বিএমডিএর গভীর নলকূপ ৫২৯টি। ব্যক্তিমালিকানায় গভীর নলকূপ আছে ১৬টি, বাকিগুলো অগভীর। এর বাইরে প্রায় আড়াই হাজার অনুমোদনহীন সেমিডিপ রয়েছে। শুধু তানোর নয়, রাজশাহী, নাটোর ও চাঁপাইনবাবগঞ্জে উপজেলা সেচ কমিটির অনুমোদন ছাড়াও শত শত সেমিডিপ চলছে। এসব সেমিডিপ থেকে ৩০ থেকে ৪০ বিঘা পর্যন্ত জমিতে সেচ দেওয়া যায়। কোথাও মুরগির খামার, কোথাও আবাসিক কিংবা ক্ষুদ্রশিল্পের নামে বিদ্যুৎ-সংযোগনিয়ে নলকূপ বসিয়ে সেচপাম্প দিয়ে পুকুরে মাছ চাষ করা হচ্ছে। bbox=[364, 94, 764, 219]
doctor-detail: রোগী দেখছেন ঃ প্রতিদিন bbox=[1341, 1496, 1439, 1506]
paragraph: প্রত্যেকবার দেশকে ধ্বংসের হাত থেকে বিএনপি উদ্ধার করেছে দাবি করে তারেক রহমান বলেন, “প্রত্যেকবার এই দেশ ধ্বংসের দ্বারপ্রান্তে গিয়েছে, প্রত্যেকবার আপনারা, কখনো শহীদ জিয়ার নেতৃত্বে, কখনো দেশনেত্রী খালেদা জিয়ার নেতৃত্বে, আস্তে আস্তে সেই খাদের কিনারা থেকে দেশকে আবার বের করে নিয়ে এসেছেন।” bbox=[364, 747, 764, 790]
photo-figure bbox=[1013, 813, 1134, 992]
date-page-number: ১৪ ডিসেম্বর ২০২৫ রবিবার, পৃষ্ঠা নং৩ bbox=[1235, 64, 1390, 77]
paragraph: উন্নয়নকর্মী জাহাঙ্গীর আলম বলেন, বরেন্দ্র অঞ্চলে পানি একটি দামি ব্যবসা। এখান থেকে ভালো মুনাফা হয়। অন্তত ৭৫ শতাংশ লাভ থাকে। তাই অবৈধভাবে সেমিডিপ বসানোর প্রতিযোগিতা চলছে। বিভিন্ন আলোচনায় বিএমডিএ দাবি করে, তাদের যত গভীর নলকূপ রয়েছে, তারও বেশি আছে অগভীর নলকূপ। bbox=[364, 290, 764, 334]
doctor-detail: রোগী দেখছেন ঃ প্রতিদিন bbox=[1341, 384, 1439, 394]
doctor-card bbox=[1247, 1603, 1533, 1681]
photo-figure bbox=[846, 823, 958, 992]
tagline: অভিজাত অলংকার বিপনী bbox=[792, 681, 1209, 707]
article-khoksa bbox=[17, 1069, 357, 1152]
doctor-detail: এমবিবিএস, বিসিএস (স্বাস্থ্য), bbox=[1337, 817, 1443, 827]
doctor-name: ডাঃ মোঃ আনিসুর রহমান bbox=[1289, 1608, 1491, 1632]
doctor-detail: এমডি (অনেকালজী) bbox=[1353, 1383, 1427, 1395]
doctor-detail: রোগী দেখছেন ঃ প্রতিদিন bbox=[1341, 1767, 1439, 1778]
doctor-detail: বিএমডিসি রেজি নং এ-১১৭১৩০ bbox=[1331, 293, 1450, 304]
doctor-card bbox=[1247, 401, 1533, 490]
byline: ঢাকা অফিস/ bbox=[364, 1007, 410, 1018]
doctor-detail: সহকারী অধ্যাপক, কুষ্টিয়া bbox=[1345, 1009, 1435, 1020]
branch-heading: দ্বিতীয় শাখা bbox=[1115, 712, 1181, 729]
doctor-detail: এমবিবিএস, বিসিএস (স্বাস্থ্য), bbox=[1337, 431, 1443, 443]
hotline-label: হট লাইন ঃ bbox=[1024, 536, 1065, 546]
paragraph: মাটির মানুষ আর মনের গল্পে বোনা এক নকশী কাঁথার স্পর্শ পাওয়া যাবে সিনেমায়। ১৯৭১ সালের মুক্তিযুদ্ধের ধ্বংসযজ্ঞ দুই বোনের জীবনে যে করুণ পরিণতি নিয়ে আসে তারই আখ্যান ‘নকশীকাঁথার জমিন’। bbox=[781, 1071, 1220, 1098]
paragraph: শনিবার (১৩ ডিসেম্বর) দুবাইয়ের আইসিসি একাডেমি মাঠে টস জিতে ব্যাট করতে নেমে ১৬ রানে প্রথম উইকেট হারায় আফগানিস্তান অনূর্ধ্ব-১৯দল। তবে তিনে নামা ফয়সাল ব্যাট হাতে প্রাচীর হয়ে দাঁড়ান। আউট হওয়ার আগে খেলেন ৯৪ বলে ১০৩ রানের ইনিংস। ৮ চার ও ৪ ছক্কায় সাজান ইনিংসটি। bbox=[17, 426, 357, 486]
product-pill: ঘি, bbox=[957, 473, 976, 486]
barind-story-continuation bbox=[364, 91, 764, 582]
headline: খোকসা উপজেলা প্রশাসন শহীদ বুদ্ধিজীবী bbox=[32, 1070, 342, 1131]
lab-serial: অগ্রিম সিরিয়ালের জন্য bbox=[1333, 176, 1447, 190]
doctor-detail: সিসিডি (বারডেম), প্রাক্তন অনারারী মেডিকেল অফিসার bbox=[1292, 1736, 1489, 1746]
paragraph: স্পর্শ চরিত্র নিয়ে কাজল আরেফিন অমি বলেন, স্পর্শ চরিত্রটি মাত্র দর্শক জানা শুরু bbox=[781, 1732, 1067, 1743]
doctor-detail: মেডিকেল অফিসার, bbox=[1355, 1848, 1425, 1858]
doctor-detail: জেনারেল ও ল্যাপরোস্কপিক সার্জন bbox=[1329, 453, 1451, 464]
doctor-detail: এমবিবিএস (আর,ইউ), বিসিএস (স্বাস্থ্য) bbox=[1318, 1543, 1462, 1554]
doctor-detail: মেডিসিন (বাত, ব্যথা, নিউরো কিডনী, হৃদরোগ, গ্যাষ্ট্রোলিভার, অ্যাজমা, হরমোন চিকিৎসক। bbox=[1261, 1133, 1519, 1155]
dots-icon: •●⬤ bbox=[1066, 424, 1096, 437]
article-sparshia bbox=[781, 1538, 1220, 1746]
text: ও স্পেশাল bbox=[789, 473, 989, 505]
brand-logo: যৌবন bbox=[911, 366, 997, 405]
doctor-detail: ২৫০ শয্যা বিশিষ্ট জেনারেল হাসপাতাল, কুষ্টিয়া। bbox=[1305, 747, 1475, 759]
doctor-detail: বঙ্গবন্ধু শেখ মুজিব মেডিকেল বিশ্ববিদ্যালয়, ঢাকা। bbox=[1305, 624, 1476, 634]
doctor-detail: কিডনী, মুত্রনালী, প্রস্টেট, অন্ডকোষ বিশেষজ্ঞ ও সার্জন bbox=[1293, 839, 1487, 849]
doctor-name: ডাঃ মোঃ মাসুদ রানা সরকার bbox=[1278, 1267, 1502, 1290]
paragraph: ‘নকশী কাঁথার জমিন’র একটি ইভেন্ট সামাজিক যোগাযোগ মাধ্যমে শেয়ার করেছেন জয়া আহসান। সেখান থেকে জানা যায়, আগামী ২০ ডিসেম্বর বিকেল সাড়ে ৫টায় রাশিয়ান কালচারাল সেন্টারে সিনেমাটি দেখানো হবে। bbox=[781, 1136, 1220, 1164]
paragraph: আফগানদের দ্বিতীয় সর্বোচ্চ ৪৪ রান করেন উজাইরউল-াহ্নিয়াজাই। ৩৮ রান আসে আজিজউল-াহ্‌মিয়াখিলের ব্যাট থেকে। ৩৪ রান করেন ওসমান সাদাত। নয়ে নামা আব্দুল আজিজ ৩ ছক্কায় ১৬ বলে ২৬ রানের ক্যামিও ইনিংস খেলে ছিলেন অপরাজিত। bbox=[17, 492, 357, 536]
paragraph: কলকাতা থেকে আজই মেসির হায়দরাবাদে যাওয়ার কথা রয়েছে। সেখান থেকে মুম্বাই হয়ে দিল্লি-সফর দিয়ে শেষ হবে ‘দ্য গোট ট্যুর ইন্ডিয়া।’ bbox=[17, 323, 357, 350]
sub-brand: যৌবন মাশালা bbox=[1087, 529, 1164, 546]
doctor-detail: রোগী দেখার সময় ঃ প্রতি বৃহস্পতি বার bbox=[1318, 667, 1463, 677]
doctor-detail: রোগী দেখার সময়ঃ প্রতিদিন bbox=[1340, 1870, 1440, 1880]
headline: ষড়যন্ত্র চলছে, নির্বাচন অতো সহজে হবে না: তারেক রহমান bbox=[391, 586, 737, 659]
doctor-detail: সহকারী অধ্যাপক, কুষ্টিয়া ম্যাটস। bbox=[1332, 1223, 1448, 1235]
branch-second bbox=[1088, 713, 1209, 776]
doctor-name: ডাঃ মোঃ শাহীন আকতার সুমন bbox=[1267, 315, 1513, 338]
ad-title-english: NEW JEWELLERS bbox=[877, 648, 1124, 677]
doctor-detail: এম.বি.বি.এস, এফ.সি.পি.এস (মেডিসিন) bbox=[1315, 522, 1465, 533]
article-barind bbox=[17, 1488, 357, 1782]
sub-tagline: সেরা স্বাদ- সেরা মান bbox=[1087, 549, 1164, 560]
paragraph: গত মাসে স্পর্শিয়াকে দেখা যায় কিন্তু চরিত্র নিয়ে রহস্য রেখেছিল এবং অভিনেত্রীর চরিত্র নিয়ে নানান কৌতূহল ছিল। একমাস পর দর্শকদের অপেক্ষার অবসান হয়েছে। অভিনেত্রী ব্যাচেলর পয়েন্ট ফ্ল্যাটের ওপর তলার ভাড়াটিয়া। bbox=[781, 1666, 1220, 1694]
column-2 bbox=[364, 91, 764, 2360]
ad-title: জগদিশ মিষ্টান্ন ভান্ডার bbox=[794, 106, 1207, 177]
doctor-name: ডাঃ এ.কে.এম শফিউল আযম bbox=[1271, 576, 1509, 600]
branch-main bbox=[792, 713, 913, 776]
paragraph: দুবাইয়ে টস জিতে ব্যাট করতে নেমে তিনে নামা ব্যাটার ফয়সাল শিনোজাদার সেঞ্চুরিতে আফগানিস্তান দাঁড় করিয়েছে ৭ উইকেটে ২৮৩ রানের বড় সংগ্রহ। bbox=[17, 393, 357, 421]
headline: স্টেডিয়াম ভাঙচুর: মেসি ও ভক্তদের bbox=[56, 1157, 318, 1218]
doctor-card bbox=[1247, 1342, 1533, 1420]
column-1 bbox=[17, 91, 357, 2360]
